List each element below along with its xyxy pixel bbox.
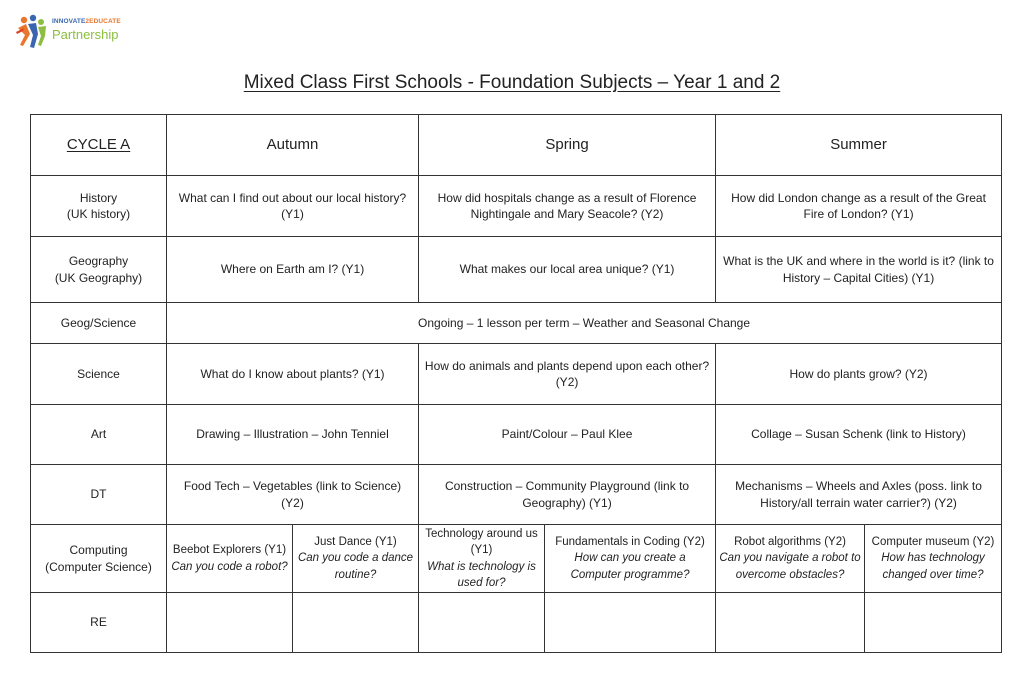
table-row-history: [31, 176, 1002, 237]
table-row-science: [31, 344, 1002, 405]
table-row-dt: [31, 465, 1002, 525]
subject-cell: [31, 176, 167, 237]
term-header-spring: Spring: [419, 115, 716, 176]
subject-name: History: [79, 190, 118, 205]
subject-cell: Art: [31, 405, 167, 465]
unit-question: Can you code a robot?: [171, 560, 288, 573]
re-summer-2-cell: [865, 593, 1002, 653]
unit-question: Can you navigate a robot to overcome obstacles?: [719, 552, 861, 581]
table-row-geography: [31, 237, 1002, 303]
re-autumn-2-cell: [293, 593, 419, 653]
table-row-re: [31, 593, 1002, 653]
computing-autumn-1-cell: [167, 525, 293, 593]
term-header-autumn: Autumn: [167, 115, 419, 176]
subject-cell: DT: [31, 465, 167, 525]
unit-title: Robot algorithms (Y2): [734, 535, 846, 548]
unit-question: How can you create a Computer programme?: [570, 552, 690, 581]
partnership-logo-icon: [14, 12, 50, 52]
unit-question: How has technology changed over time?: [881, 552, 985, 581]
subject-name: Computing: [69, 543, 128, 557]
logo-bottom-line: Partnership: [52, 27, 119, 42]
subject-cell: RE: [31, 593, 167, 653]
page-title: Mixed Class First Schools - Foundation Subjects – Year 1 and 2: [243, 72, 781, 93]
dt-summer-cell: Mechanisms – Wheels and Axles (poss. link to History/all terrain water carrier?) (Y2): [716, 465, 1002, 525]
table-row-geog-science: [31, 303, 1002, 344]
unit-title: Just Dance (Y1): [314, 535, 397, 548]
subject-name: Geography: [68, 254, 129, 268]
unit-title: Fundamentals in Coding (Y2): [555, 535, 705, 548]
term-header-summer: Summer: [716, 115, 1002, 176]
science-summer-cell: How do plants grow? (Y2): [716, 344, 1002, 405]
unit-title: Beebot Explorers (Y1): [172, 544, 287, 556]
subject-cell: Geog/Science: [31, 303, 167, 344]
history-autumn-cell: What can I find out about our local history? (Y1): [167, 176, 419, 237]
table-row-header: [31, 115, 1002, 176]
science-autumn-cell: What do I know about plants? (Y1): [167, 344, 419, 405]
art-autumn-cell: Drawing – Illustration – John Tenniel: [167, 405, 419, 465]
unit-question: Can you code a dance routine?: [297, 552, 414, 581]
re-spring-1-cell: [419, 593, 545, 653]
curriculum-table: [30, 114, 1002, 653]
computing-summer-2-cell: [865, 525, 1002, 593]
cycle-label: CYCLE A: [31, 115, 167, 176]
computing-spring-1-cell: [419, 525, 545, 593]
computing-autumn-2-cell: [293, 525, 419, 593]
table-row-art: [31, 405, 1002, 465]
subject-subtitle: (UK history): [66, 207, 131, 221]
unit-title: Technology around us (Y1): [425, 527, 538, 556]
logo-top-line: INNOVATE2EDUCATE: [52, 18, 121, 25]
unit-title: Computer museum (Y2): [871, 535, 995, 548]
art-summer-cell: Collage – Susan Schenk (link to History): [716, 405, 1002, 465]
computing-spring-2-cell: [545, 525, 716, 593]
subject-subtitle: (Computer Science): [45, 559, 152, 574]
art-spring-cell: Paint/Colour – Paul Klee: [419, 405, 716, 465]
subject-subtitle: (UK Geography): [54, 270, 143, 285]
table-row-computing: [31, 525, 1002, 593]
subject-cell: [31, 525, 167, 593]
history-summer-cell: How did London change as a result of the Great Fire of London? (Y1): [716, 176, 1002, 237]
unit-question: What is technology is used for?: [427, 560, 536, 589]
re-spring-2-cell: [545, 593, 716, 653]
dt-autumn-cell: Food Tech – Vegetables (link to Science) (Y2): [167, 465, 419, 525]
re-summer-1-cell: [716, 593, 865, 653]
geography-spring-cell: What makes our local area unique? (Y1): [419, 237, 716, 303]
partnership-logo: [14, 12, 144, 52]
dt-spring-cell: Construction – Community Playground (link to Geography) (Y1): [419, 465, 716, 525]
science-spring-cell: How do animals and plants depend upon each other? (Y2): [419, 344, 716, 405]
geog-science-all-year-cell: Ongoing – 1 lesson per term – Weather and Seasonal Change: [167, 303, 1002, 344]
re-autumn-1-cell: [167, 593, 293, 653]
subject-cell: Science: [31, 344, 167, 405]
subject-cell: [31, 237, 167, 303]
geography-summer-cell: What is the UK and where in the world is it? (link to History – Capital Cities) (Y1): [716, 237, 1002, 303]
geography-autumn-cell: Where on Earth am I? (Y1): [167, 237, 419, 303]
computing-summer-1-cell: [716, 525, 865, 593]
history-spring-cell: How did hospitals change as a result of Florence Nightingale and Mary Seacole? (Y2): [419, 176, 716, 237]
